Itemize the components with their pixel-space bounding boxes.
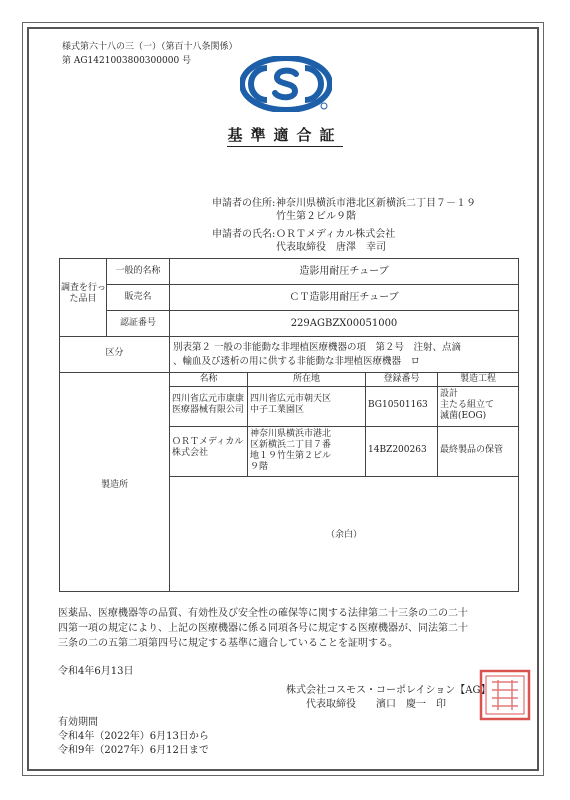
form-label: 様式第六十八の三（一）（第百十八条関係）	[62, 42, 238, 52]
category-label: 区分	[105, 348, 124, 358]
mfr-header-reg: 登録番号	[383, 374, 420, 384]
category-line2: 、輸血及び透析の用に供する非能動な非埋植医療機器 ロ	[173, 356, 421, 367]
row-label-brand-name: 販売名	[124, 292, 152, 302]
row-label-cert-no: 認証番号	[119, 318, 156, 328]
mfr2-process: 最終製品の保管	[440, 445, 504, 455]
certificate-table	[59, 258, 519, 592]
row-label-general-name: 一般的名称	[115, 266, 161, 276]
statement-line3: 三条の二の五第二項第四号に規定する基準に適合していることを証明する。	[58, 638, 398, 649]
mfr-header-name: 名称	[199, 374, 218, 384]
address-line1: 神奈川県横浜市港北区新横浜二丁目７－１９	[276, 198, 476, 209]
item-group-label: 調査を行っ た品目	[61, 283, 107, 304]
name-line2: 代表取締役 唐澤 幸司	[276, 242, 386, 253]
name-label: 申請者の氏名:	[212, 229, 276, 240]
official-seal-icon	[478, 668, 532, 722]
name-line1: ＯＲＴメディカル株式会社	[276, 229, 396, 240]
category-line1: 別表第２ 一般の非能動な非埋植医療機器の項 第２号 注射、点滴	[173, 342, 462, 353]
mfr1-name: 四川省広元市康康 医療器械有限公司	[172, 394, 245, 415]
mfr-header-address: 所在地	[292, 374, 320, 384]
validity-label: 有効期間	[58, 717, 98, 728]
mfr2-address: 神奈川県横浜市港北 区新横浜二丁目７番 地１９竹生第２ビル ９階	[250, 429, 332, 472]
validity-to: 令和9年（2027年）6月12日まで	[58, 745, 209, 756]
address-label: 申請者の住所:	[212, 198, 276, 209]
issue-date: 令和4年6月13日	[58, 666, 134, 677]
address-line2: 竹生第２ビル９階	[276, 211, 356, 222]
mfr2-name: ＯＲＴメディカル 株式会社	[172, 437, 244, 458]
statement-line1: 医薬品、医療機器等の品質、有効性及び安全性の確保等に関する法律第二十三条の二の二十	[58, 608, 468, 619]
remainder-note: （余白）	[325, 530, 362, 540]
issuer-company: 株式会社コスモス・コーポレイション【AG】	[286, 685, 491, 696]
statement-line2: 四第一項の規定により、上記の医療機器に係る同項各号に規定する医療機器が、同法第二十	[58, 623, 468, 634]
mfr2-reg: 14BZ200263	[368, 445, 427, 455]
issuer-rep: 代表取締役 濱口 慶一 印	[306, 699, 446, 710]
mfr1-reg: BG10501163	[368, 400, 428, 410]
mfr-header-process: 製造工程	[459, 374, 496, 384]
manufacturer-label: 製造所	[100, 480, 128, 490]
validity-from: 令和4年（2022年）6月13日から	[58, 731, 209, 742]
s-mark-logo-icon	[240, 56, 332, 112]
mfr1-address: 四川省広元市朝天区 中子工業園区	[250, 394, 332, 415]
document-title: 基準適合証	[0, 124, 570, 145]
row-value-general-name: 造影用耐圧チューブ	[299, 266, 389, 277]
row-value-brand-name: ＣＴ造影用耐圧チューブ	[289, 292, 399, 303]
row-value-cert-no: 229AGBZX00051000	[290, 318, 398, 329]
cert-number: 第 AG1421003800300000 号	[62, 56, 192, 66]
mfr1-process: 設計 主たる組立て 滅菌(EOG)	[440, 389, 495, 421]
